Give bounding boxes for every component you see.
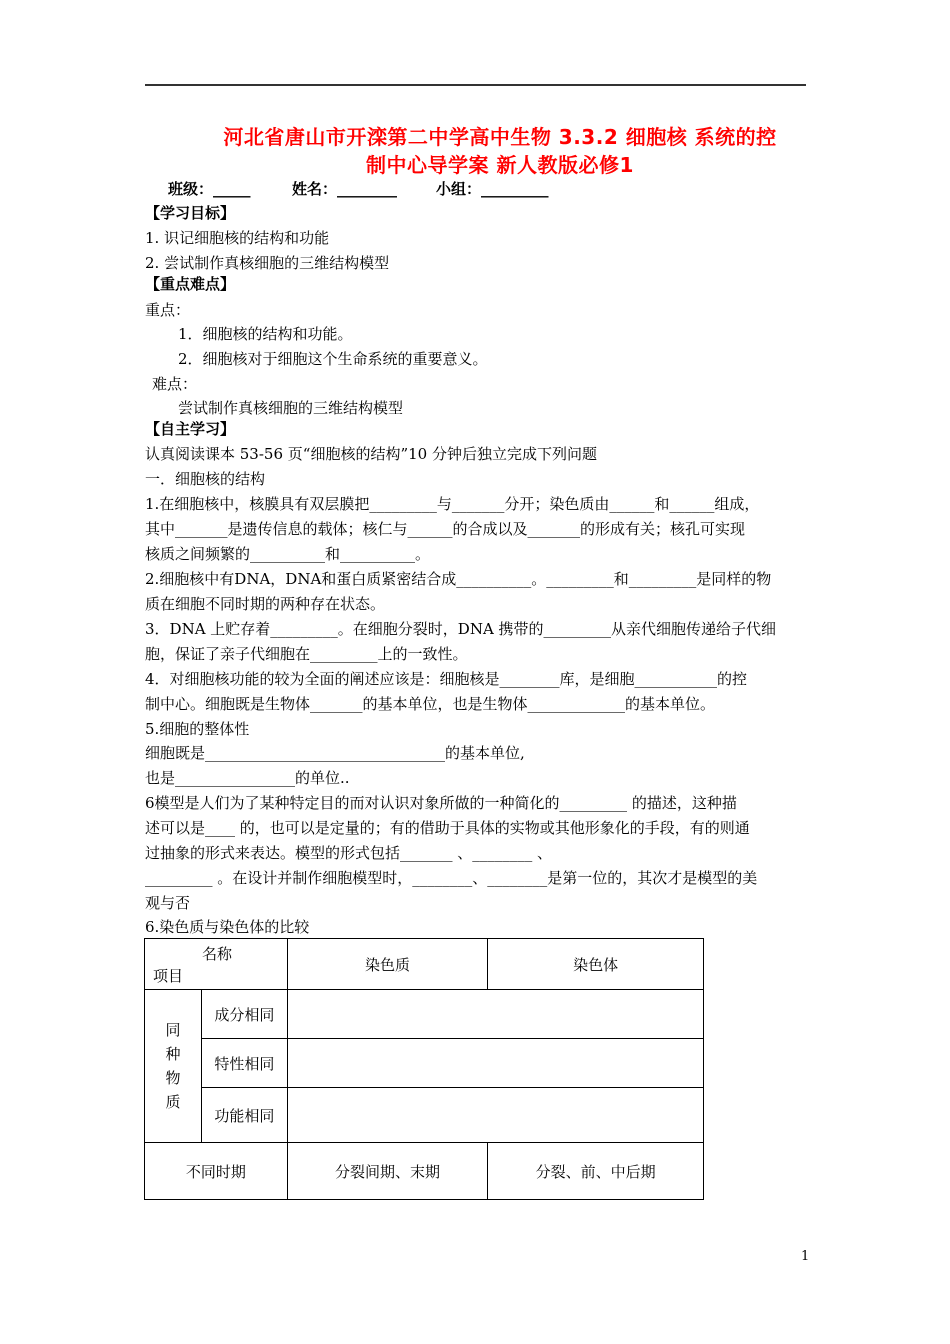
header-item-label: 项目 (153, 967, 184, 985)
row-period-chromatin: 分裂间期、末期 (287, 1143, 488, 1200)
page-number: 1 (801, 1249, 810, 1264)
header-chromatin: 染色质 (287, 939, 488, 990)
document-title-line1: 河北省唐山市开滦第二中学高中生物 3.3.2 细胞核 系统的控 (223, 125, 777, 149)
header-diagonal-cell (145, 939, 288, 990)
comparison-table (144, 938, 704, 1200)
same-substance-label (145, 990, 202, 1143)
question-2-line-2: 质在细胞不同时期的两种存在状态。 (145, 595, 386, 613)
question-6-line-3: 过抽象的形式来表达。模型的形式包括_______ 、________ 、 (145, 844, 553, 862)
key-point-2: 2．细胞核对于细胞这个生命系统的重要意义。 (178, 350, 488, 368)
difficulty-label: 难点： (152, 375, 198, 393)
same-label-char: 种 (165, 1045, 181, 1063)
difficulty-point: 尝试制作真核细胞的三维结构模型 (178, 399, 404, 417)
same-label-char: 同 (165, 1021, 181, 1039)
table-row (145, 1088, 704, 1143)
header-chromosome: 染色体 (488, 939, 704, 990)
question-3-line-1: 3．DNA 上贮存着_________。在细胞分裂时，DNA 携带的_________从亲代细胞传递给子代细 (145, 620, 777, 638)
question-1-line-3: 核质之间频繁的__________和__________。 (145, 545, 431, 563)
table-title: 6.染色质与染色体的比较 (145, 918, 310, 936)
question-5-title: 5.细胞的整体性 (145, 720, 250, 738)
question-6-line-5: 观与否 (145, 894, 191, 912)
name-field: 姓名：________ (292, 180, 398, 198)
key-header: 【重点难点】 (145, 275, 236, 293)
part-one-heading: 一．细胞核的结构 (145, 470, 266, 488)
question-2-line-1: 2.细胞核中有DNA，DNA和蛋白质紧密结合成__________。_________和_________是同样的物 (145, 570, 772, 588)
row-period-label: 不同时期 (145, 1143, 288, 1200)
question-1-line-2: 其中_______是遗传信息的载体；核仁与______的合成以及_______的形成有关；核孔可实现 (145, 520, 746, 538)
row-composition-label: 成分相同 (201, 990, 287, 1039)
table-header-row (145, 939, 704, 990)
table-row (145, 1039, 704, 1088)
row-function-answer (287, 1088, 703, 1143)
document-title-line2: 制中心导学案 新人教版必修1 (366, 153, 634, 177)
row-composition-answer (287, 990, 703, 1039)
group-field: 小组：_________ (436, 180, 549, 198)
class-field: 班级：_____ (168, 180, 251, 198)
row-function-label: 功能相同 (201, 1088, 287, 1143)
question-6-line-4: _________ 。在设计并制作细胞模型时，________、________是第一位的，其次才是模型的美 (145, 869, 758, 887)
key-label: 重点： (145, 301, 191, 319)
table-row (145, 990, 704, 1039)
table-row (145, 1143, 704, 1200)
goal-1: 1. 识记细胞核的结构和功能 (145, 229, 330, 247)
question-5-line-1: 细胞既是________________________________的基本单位, (145, 744, 525, 762)
question-1-line-1: 1.在细胞核中，核膜具有双层膜把_________与_______分开；染色质由______和______组成， (145, 495, 760, 513)
question-4-line-2: 制中心。细胞既是生物体_______的基本单位，也是生物体_____________的基本单位。 (145, 695, 716, 713)
same-label-char: 质 (165, 1093, 181, 1111)
row-property-answer (287, 1039, 703, 1088)
question-4-line-1: 4．对细胞核功能的较为全面的阐述应该是：细胞核是________库，是细胞___________的控 (145, 670, 748, 688)
same-label-char: 物 (165, 1069, 181, 1087)
goals-header: 【学习目标】 (145, 204, 236, 222)
row-property-label: 特性相同 (201, 1039, 287, 1088)
question-5-line-2: 也是________________的单位.. (145, 769, 350, 787)
goal-2: 2. 尝试制作真核细胞的三维结构模型 (145, 254, 390, 272)
question-6-line-1: 6模型是人们为了某种特定目的而对认识对象所做的一种简化的_________ 的描述，这种描 (145, 794, 737, 812)
header-name-label: 名称 (202, 945, 233, 963)
self-study-header: 【自主学习】 (145, 420, 236, 438)
row-period-chromosome: 分裂、前、中后期 (488, 1143, 704, 1200)
question-6-line-2: 述可以是____ 的，也可以是定量的；有的借助于具体的实物或其他形象化的手段，有的则通 (145, 819, 750, 837)
key-point-1: 1．细胞核的结构和功能。 (178, 325, 353, 343)
question-3-line-2: 胞，保证了亲子代细胞在_________上的一致性。 (145, 645, 468, 663)
top-rule (145, 84, 806, 86)
reading-instruction: 认真阅读课本 53-56 页“细胞核的结构”10 分钟后独立完成下列问题 (145, 445, 597, 463)
